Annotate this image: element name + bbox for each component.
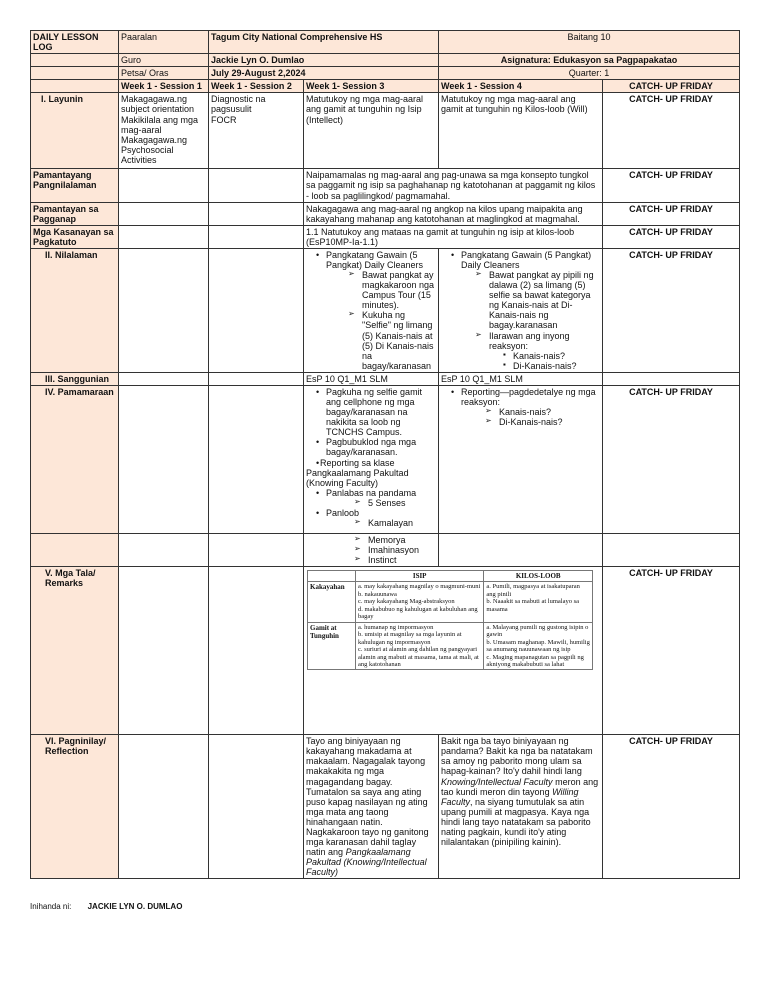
paaralan-value: Tagum City National Comprehensive HS — [209, 31, 439, 54]
list-item: • Reporting—pagdedetalye ng mga reaksyon: — [441, 387, 600, 407]
daily-lesson-log-table-continued — [30, 533, 740, 879]
sanggunian-s3: EsP 10 Q1_M1 SLM — [304, 372, 439, 385]
pagninilay-s3: Tayo ang biniyayaan ng kakayahang makadama at makaalam. Nagagalak tayong makakakita ng mga magagandang bagay. Tumatalon sa saya ang ating puso kapag nasilayan ng ating mga mata ang taong hinahangaan natin. Nagkakaroon tayo ng ganitong mga karanasan dahil taglay natin ang Pangkaalamang Pakultad (Knowing/Intellectual Faculty) — [304, 735, 439, 879]
row-layunin — [31, 93, 740, 169]
list-item: ➢ 5 Senses — [354, 498, 436, 508]
list-item: • Pangkatang Gawain (5 Pangkat) Daily Cleaners — [441, 250, 600, 270]
pamantayang-label: Pamantayang Pangnilalaman — [31, 169, 119, 202]
list-item: • Panlabas na pandama — [306, 488, 436, 498]
kakayahan-label: Kakayahan — [308, 582, 356, 622]
pagganap-text: Nakagagawa ang mag-aaral ng angkop na kilos upang maipakita ang kakayahang mahanap ang katotohanan at maglingkod at magmahal. — [304, 202, 603, 225]
session-2-header: Week 1 - Session 2 — [209, 80, 304, 93]
pagninilay-s4: Bakit nga ba tayo biniyayaan ng pandama? Bakit ka nga ba natatakam sa amoy ng paborito mong ulam sa hapag-kainan? Ito'y dahil hindi lang Knowing/Intellectual Faculty meron ang tao kundi meron din tayong Willing Faculty, na siyang tumutulak sa atin upang pumili at magpasya. Kaya nga hindi lang tayo natatakam sa paborito nating pagkain, kundi ito'y ating nilalantakan (pinipiling kainin). — [439, 735, 603, 879]
knowing-faculty-heading: Pangkaalamang Pakultad (Knowing Faculty) — [306, 467, 409, 488]
sanggunian-s4: EsP 10 Q1_M1 SLM — [439, 372, 603, 385]
nilalaman-s4 — [439, 248, 603, 372]
log-title: DAILY LESSON LOG — [31, 31, 119, 54]
asignatura: Asignatura: Edukasyon sa Pagpapakatao — [439, 54, 740, 67]
layunin-label: I. Layunin — [31, 93, 119, 169]
petsa-value: July 29-August 2,2024 — [209, 67, 439, 80]
session-3-header: Week 1- Session 3 — [304, 80, 439, 93]
list-item: ➢ Kamalayan — [354, 518, 436, 528]
tala-label: V. Mga Tala/ Remarks — [31, 567, 119, 735]
petsa-label: Petsa/ Oras — [119, 67, 209, 80]
daily-lesson-log-table — [30, 30, 740, 534]
kakayahan-isip: a. may kakayahang magnilay o magmuni-muni b. nakauunawa c. may kakayahang Mag-abstraksyon d. makabubuo ng kahulugan at kabuluhan ang bagay — [355, 582, 483, 622]
catch-up-header: CATCH- UP FRIDAY — [603, 80, 740, 93]
list-item: • Pagbubuklod nga mga bagay/karanasan. — [306, 437, 436, 457]
guro-value: Jackie Lyn O. Dumlao — [209, 54, 439, 67]
layunin-catch: CATCH- UP FRIDAY — [603, 93, 740, 169]
list-item: • Panloob — [306, 508, 436, 518]
list-item: ➢ Kukuha ng "Selfie" ng limang (5) Kanais-nais at (5) Di Kanais-nais na bagay/karanasan — [348, 310, 436, 370]
baitang: Baitang 10 — [439, 31, 740, 54]
nilalaman-s3 — [304, 248, 439, 372]
pamamaraan-catch: CATCH- UP FRIDAY — [603, 385, 740, 533]
session-1-header: Week 1 - Session 1 — [119, 80, 209, 93]
isip-kilos-loob-table-cell — [304, 567, 603, 735]
kasanayan-text: 1.1 Natutukoy ang mataas na gamit at tunguhin ng isip at kilos-loob (EsP10MP-Ia-1.1) — [304, 225, 603, 248]
pamantayang-catch: CATCH- UP FRIDAY — [603, 169, 740, 202]
pamamaraan-s3 — [304, 385, 439, 533]
paaralan-label: Paaralan — [119, 31, 209, 54]
tala-catch: CATCH- UP FRIDAY — [603, 567, 740, 735]
list-item: ➢ Memorya — [354, 535, 436, 545]
list-item: ➢ Bawat pangkat ay pipili ng dalawa (2) sa limang (5) selfie sa bawat kategorya ng Kanais-nais at Di-Kanais-nais ng bagay.karanasan — [475, 270, 600, 330]
kasanayan-label: Mga Kasanayan sa Pagkatuto — [31, 225, 119, 248]
list-item: • Pangkatang Gawain (5 Pangkat) Daily Cleaners — [306, 250, 436, 270]
pagganap-label: Pamantayan sa Pagganap — [31, 202, 119, 225]
list-item: ▪ Di-Kanais-nais? — [503, 361, 600, 371]
prepared-by — [30, 903, 182, 912]
layunin-s2: Diagnostic na pagsusulit FOCR — [209, 93, 304, 169]
pagganap-catch: CATCH- UP FRIDAY — [603, 202, 740, 225]
kilos-loob-header: KILOS-LOOB — [484, 571, 593, 582]
gamit-kilos: a. Malayang pumili ng gustong isipin o gawin b. Umasam maghanap. Mawili, humilig sa anumang nauunawaan ng isip c. Maging mapanagutan sa pagpili ng akniyong makabubuti sa lahat — [484, 622, 593, 670]
layunin-s4: Matutukoy ng mga mag-aaral ang gamit at tunguhin ng Kilos-loob (Will) — [439, 93, 603, 169]
list-item: ➢ Di-Kanais-nais? — [485, 417, 600, 427]
list-item: ➢ Kanais-nais? — [485, 407, 600, 417]
nilalaman-catch: CATCH- UP FRIDAY — [603, 248, 740, 372]
layunin-s3: Matutukoy ng mga mag-aaral ang gamit at tunguhin ng Isip (Intellect) — [304, 93, 439, 169]
gamit-isip: a. humanap ng impormasyon b. umisip at magnilay sa mga layunin at kahulugan ng impormasyon c. suriuri at alamin ang dahilan ng pangyayari alamin ang mabuti at masama, tama at mali, at ang katotohanan — [355, 622, 483, 670]
nilalaman-label: II. Nilalaman — [31, 248, 119, 372]
pagninilay-catch: CATCH- UP FRIDAY — [603, 735, 740, 879]
isip-header: ISIP — [355, 571, 483, 582]
pamamaraan-s4 — [439, 385, 603, 533]
isip-kilos-loob-table — [307, 570, 593, 670]
list-item: ▪ Kanais-nais? — [503, 351, 600, 361]
session-4-header: Week 1 - Session 4 — [439, 80, 603, 93]
gamit-label: Gamit at Tunguhin — [308, 622, 356, 670]
pamamaraan-s3-continued — [304, 534, 439, 567]
list-item: • Pagkuha ng selfie gamit ang cellphone ng mga bagay/karanasan na nakikita sa loob ng TCNCHS Campus. — [306, 387, 436, 437]
list-item: • Reporting sa klase — [306, 458, 436, 468]
pamamaraan-label: IV. Pamamaraan — [31, 385, 119, 533]
kasanayan-catch: CATCH- UP FRIDAY — [603, 225, 740, 248]
list-item: ➢ Bawat pangkat ay magkakaroon nga Campus Tour (15 minutes). — [348, 270, 436, 310]
kakayahan-kilos: a. Pumili, magpasya at isakatuparan ang pinili b. Naaakit sa mabuti at lumalayo sa masama — [484, 582, 593, 622]
pamantayang-text: Naipamamalas ng mag-aaral ang pag-unawa sa mga konsepto tungkol sa paggamit ng isip sa paghahanap ng katotohanan at paggamit ng kilos - loob sa paglilingkod/ pagmamahal. — [304, 169, 603, 202]
list-item: ➢ Ilarawan ang inyong reaksyon: — [475, 331, 600, 351]
list-item: ➢ Imahinasyon — [354, 545, 436, 555]
guro-label: Guro — [119, 54, 209, 67]
prepared-by-name: JACKIE LYN O. DUMLAO — [87, 902, 183, 911]
quarter: Quarter: 1 — [439, 67, 740, 80]
layunin-s1: Makagagawa.ng subject orientation Makikilala ang mga mag-aaral Makagagawa.ng Psychosocial Activities — [119, 93, 209, 169]
pagninilay-label: VI. Pagninilay/ Reflection — [31, 735, 119, 879]
sanggunian-label: III. Sanggunian — [31, 372, 119, 385]
prepared-by-label: Inihanda ni: — [30, 902, 72, 911]
list-item: ➢ Instinct — [354, 555, 436, 565]
